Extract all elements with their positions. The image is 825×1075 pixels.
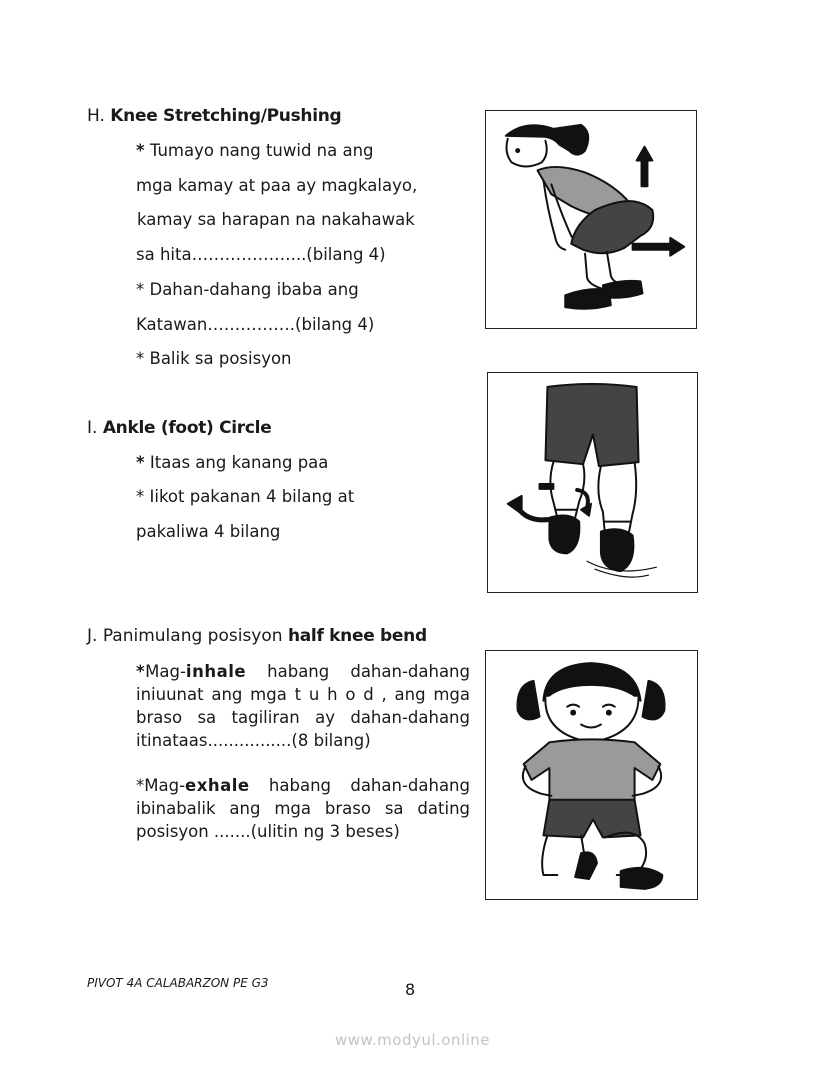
list-item: Katawan…………….(bilang 4) — [136, 315, 375, 334]
list-item: pakaliwa 4 bilang — [136, 522, 281, 541]
list-item: kamay sa harapan na nakahawak — [137, 210, 415, 229]
list-item: sa hita………………...(bilang 4) — [136, 245, 386, 264]
girl-squatting-icon — [486, 111, 696, 328]
list-item: * Iikot pakanan 4 bilang at — [136, 487, 355, 506]
section-i-title: I. Ankle (foot) Circle — [87, 418, 272, 438]
list-item: * Tumayo nang tuwid na ang — [136, 141, 374, 160]
footer-label: PIVOT 4A CALABARZON PE G3 — [87, 976, 269, 990]
knee-stretching-illustration — [485, 110, 697, 329]
section-j-title: J. Panimulang posisyon half knee bend — [87, 626, 427, 646]
list-item: mga kamay at paa ay magkalayo, — [136, 176, 418, 195]
list-item: * Itaas ang kanang paa — [136, 453, 329, 472]
watermark: www.modyul.online — [334, 1031, 491, 1049]
half-knee-bend-illustration — [485, 650, 698, 900]
section-j-inhale-paragraph: *Mag-inhale habang dahan-dahang iniuunat ang mga t u h o d , ang mga braso sa tagiliran ay dahan-dahang itinataas................(8 bilang) — [136, 662, 470, 750]
section-j-exhale-paragraph: *Mag-exhale habang dahan-dahang ibinabalik ang mga braso sa dating posisyon .......(ulitin ng 3 beses) — [136, 776, 470, 841]
section-h-title: H. Knee Stretching/Pushing — [87, 106, 342, 126]
ankle-circle-illustration — [487, 372, 698, 593]
list-item: * Balik sa posisyon — [136, 349, 292, 368]
page-number: 8 — [405, 980, 416, 999]
list-item: * Dahan-dahang ibaba ang — [136, 280, 359, 299]
girl-kneeling-icon — [486, 651, 697, 899]
ankle-rotation-icon — [488, 373, 697, 592]
